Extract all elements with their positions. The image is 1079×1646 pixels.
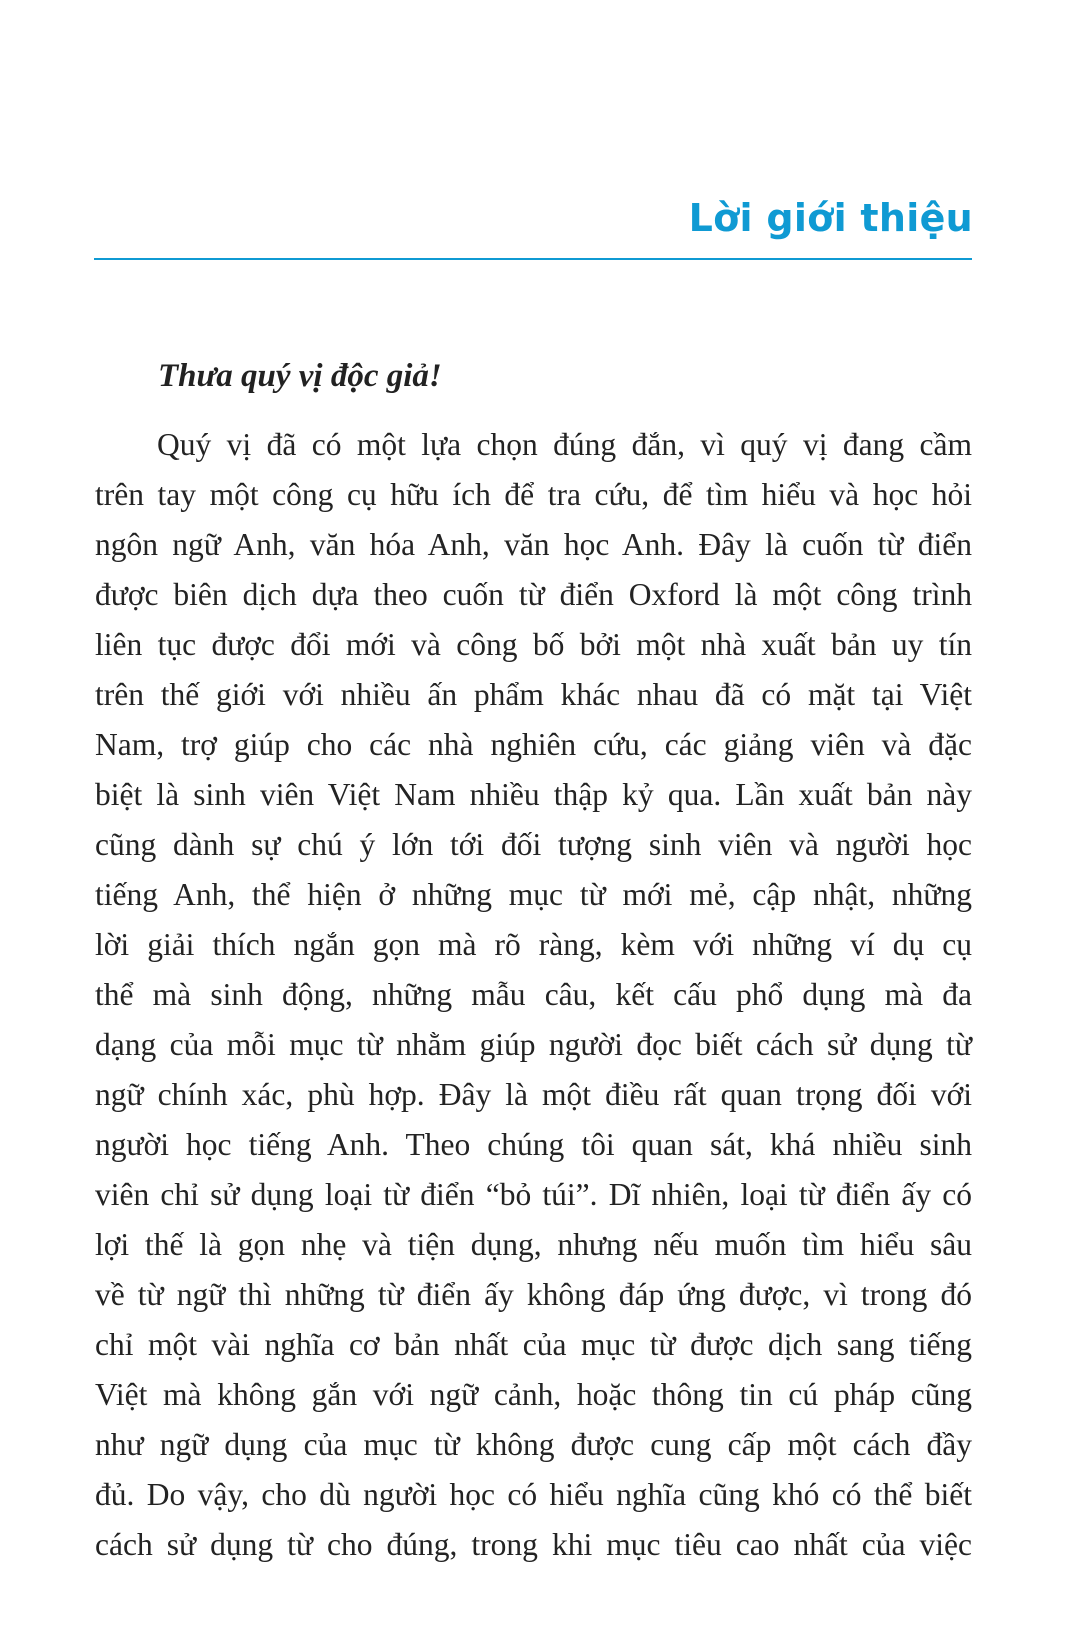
paragraph-line: đủ. Do vậy, cho dù người học có hiểu nghĩa cũng khó có thể biết	[95, 1477, 972, 1512]
paragraph-line: liên tục được đổi mới và công bố bởi một nhà xuất bản uy tín	[95, 627, 972, 662]
paragraph-line: ngữ chính xác, phù hợp. Đây là một điều rất quan trọng đối với	[95, 1077, 972, 1112]
paragraph-line: biệt là sinh viên Việt Nam nhiều thập kỷ qua. Lần xuất bản này	[95, 777, 972, 812]
chapter-title: Lời giới thiệu	[688, 196, 973, 240]
paragraph-line: cũng dành sự chú ý lớn tới đối tượng sinh viên và người học	[95, 827, 972, 862]
paragraph-line: dạng của mỗi mục từ nhằm giúp người đọc biết cách sử dụng từ	[95, 1027, 972, 1062]
paragraph-line: Quý vị đã có một lựa chọn đúng đắn, vì quý vị đang cầm	[157, 427, 972, 462]
salutation: Thưa quý vị độc giả!	[158, 358, 442, 394]
paragraph-line: viên chỉ sử dụng loại từ điển “bỏ túi”. Dĩ nhiên, loại từ điển ấy có	[95, 1177, 972, 1212]
paragraph-line: Việt mà không gắn với ngữ cảnh, hoặc thông tin cú pháp cũng	[95, 1377, 972, 1412]
paragraph-line: lợi thế là gọn nhẹ và tiện dụng, nhưng nếu muốn tìm hiểu sâu	[95, 1227, 972, 1262]
paragraph-line: cách sử dụng từ cho đúng, trong khi mục tiêu cao nhất của việc	[95, 1527, 972, 1562]
paragraph-line: ngôn ngữ Anh, văn hóa Anh, văn học Anh. Đây là cuốn từ điển	[95, 527, 972, 562]
paragraph-line: tiếng Anh, thể hiện ở những mục từ mới mẻ, cập nhật, những	[95, 877, 972, 912]
paragraph-line: trên tay một công cụ hữu ích để tra cứu, để tìm hiểu và học hỏi	[95, 477, 972, 512]
paragraph-line: lời giải thích ngắn gọn mà rõ ràng, kèm với những ví dụ cụ	[95, 927, 972, 962]
paragraph-line: được biên dịch dựa theo cuốn từ điển Oxford là một công trình	[95, 577, 972, 612]
paragraph-line: như ngữ dụng của mục từ không được cung cấp một cách đầy	[95, 1427, 972, 1462]
paragraph-line: trên thế giới với nhiều ấn phẩm khác nhau đã có mặt tại Việt	[95, 677, 972, 712]
body-paragraph	[95, 420, 972, 1570]
paragraph-line: chỉ một vài nghĩa cơ bản nhất của mục từ được dịch sang tiếng	[95, 1327, 972, 1362]
paragraph-line: Nam, trợ giúp cho các nhà nghiên cứu, các giảng viên và đặc	[95, 727, 972, 762]
paragraph-line: thể mà sinh động, những mẫu câu, kết cấu phổ dụng mà đa	[95, 977, 972, 1012]
paragraph-line: người học tiếng Anh. Theo chúng tôi quan sát, khá nhiều sinh	[95, 1127, 972, 1162]
title-divider	[94, 258, 972, 260]
paragraph-line: về từ ngữ thì những từ điển ấy không đáp ứng được, vì trong đó	[95, 1277, 972, 1312]
